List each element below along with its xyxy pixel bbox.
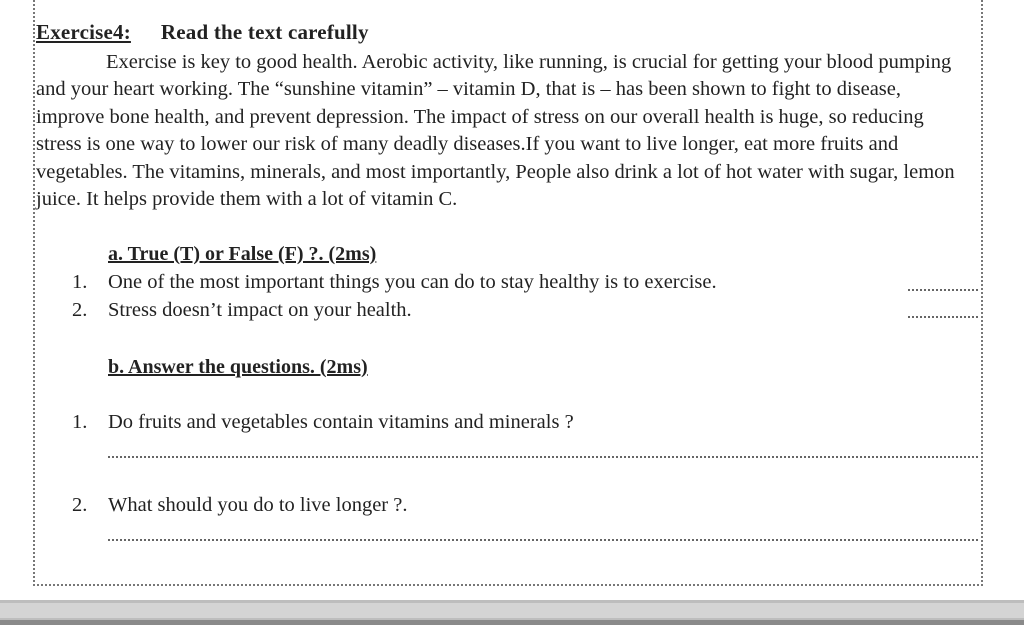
tf-item-number: 2.	[72, 299, 88, 321]
horizontal-scrollbar-track[interactable]	[0, 603, 1024, 618]
question-number: 1.	[72, 411, 88, 433]
question-number: 2.	[72, 494, 88, 516]
exercise-title: Read the text carefully	[160, 20, 369, 44]
section-b-title: b. Answer the questions. (2ms)	[108, 356, 368, 378]
bottom-edge	[0, 620, 1024, 625]
tf-answer-blank-2[interactable]	[908, 316, 978, 318]
answer-line-1[interactable]	[108, 456, 978, 458]
reading-passage: Exercise is key to good health. Aerobic activity, like running, is crucial for getting your blood pumping and your heart working. The “sunshine vitamin” – vitamin D, that is – has been shown to fight to disease, improve bone health, and prevent depression. The impact of stress on our overall health is huge, so reducing stress is one way to lower our risk of many deadly diseases.If you want to live longer, eat more fruits and vegetables. The vitamins, minerals, and most importantly, People also drink a lot of hot water with sugar, lemon juice. It helps provide them with a lot of vitamin C.	[36, 51, 955, 211]
answer-line-2[interactable]	[108, 539, 978, 541]
question-text: What should you do to live longer ?.	[108, 494, 408, 516]
exercise-heading	[36, 20, 369, 45]
question-text: Do fruits and vegetables contain vitamins and minerals ?	[108, 411, 574, 433]
section-a-title: a. True (T) or False (F) ?. (2ms)	[108, 243, 377, 265]
tf-item-text: Stress doesn’t impact on your health.	[108, 299, 412, 321]
tf-item-number: 1.	[72, 271, 88, 293]
window-bottom-scroll-area[interactable]	[0, 600, 1024, 625]
tf-answer-blank-1[interactable]	[908, 289, 978, 291]
exercise-label: Exercise4:	[36, 20, 131, 44]
tf-item-text: One of the most important things you can do to stay healthy is to exercise.	[108, 271, 717, 293]
